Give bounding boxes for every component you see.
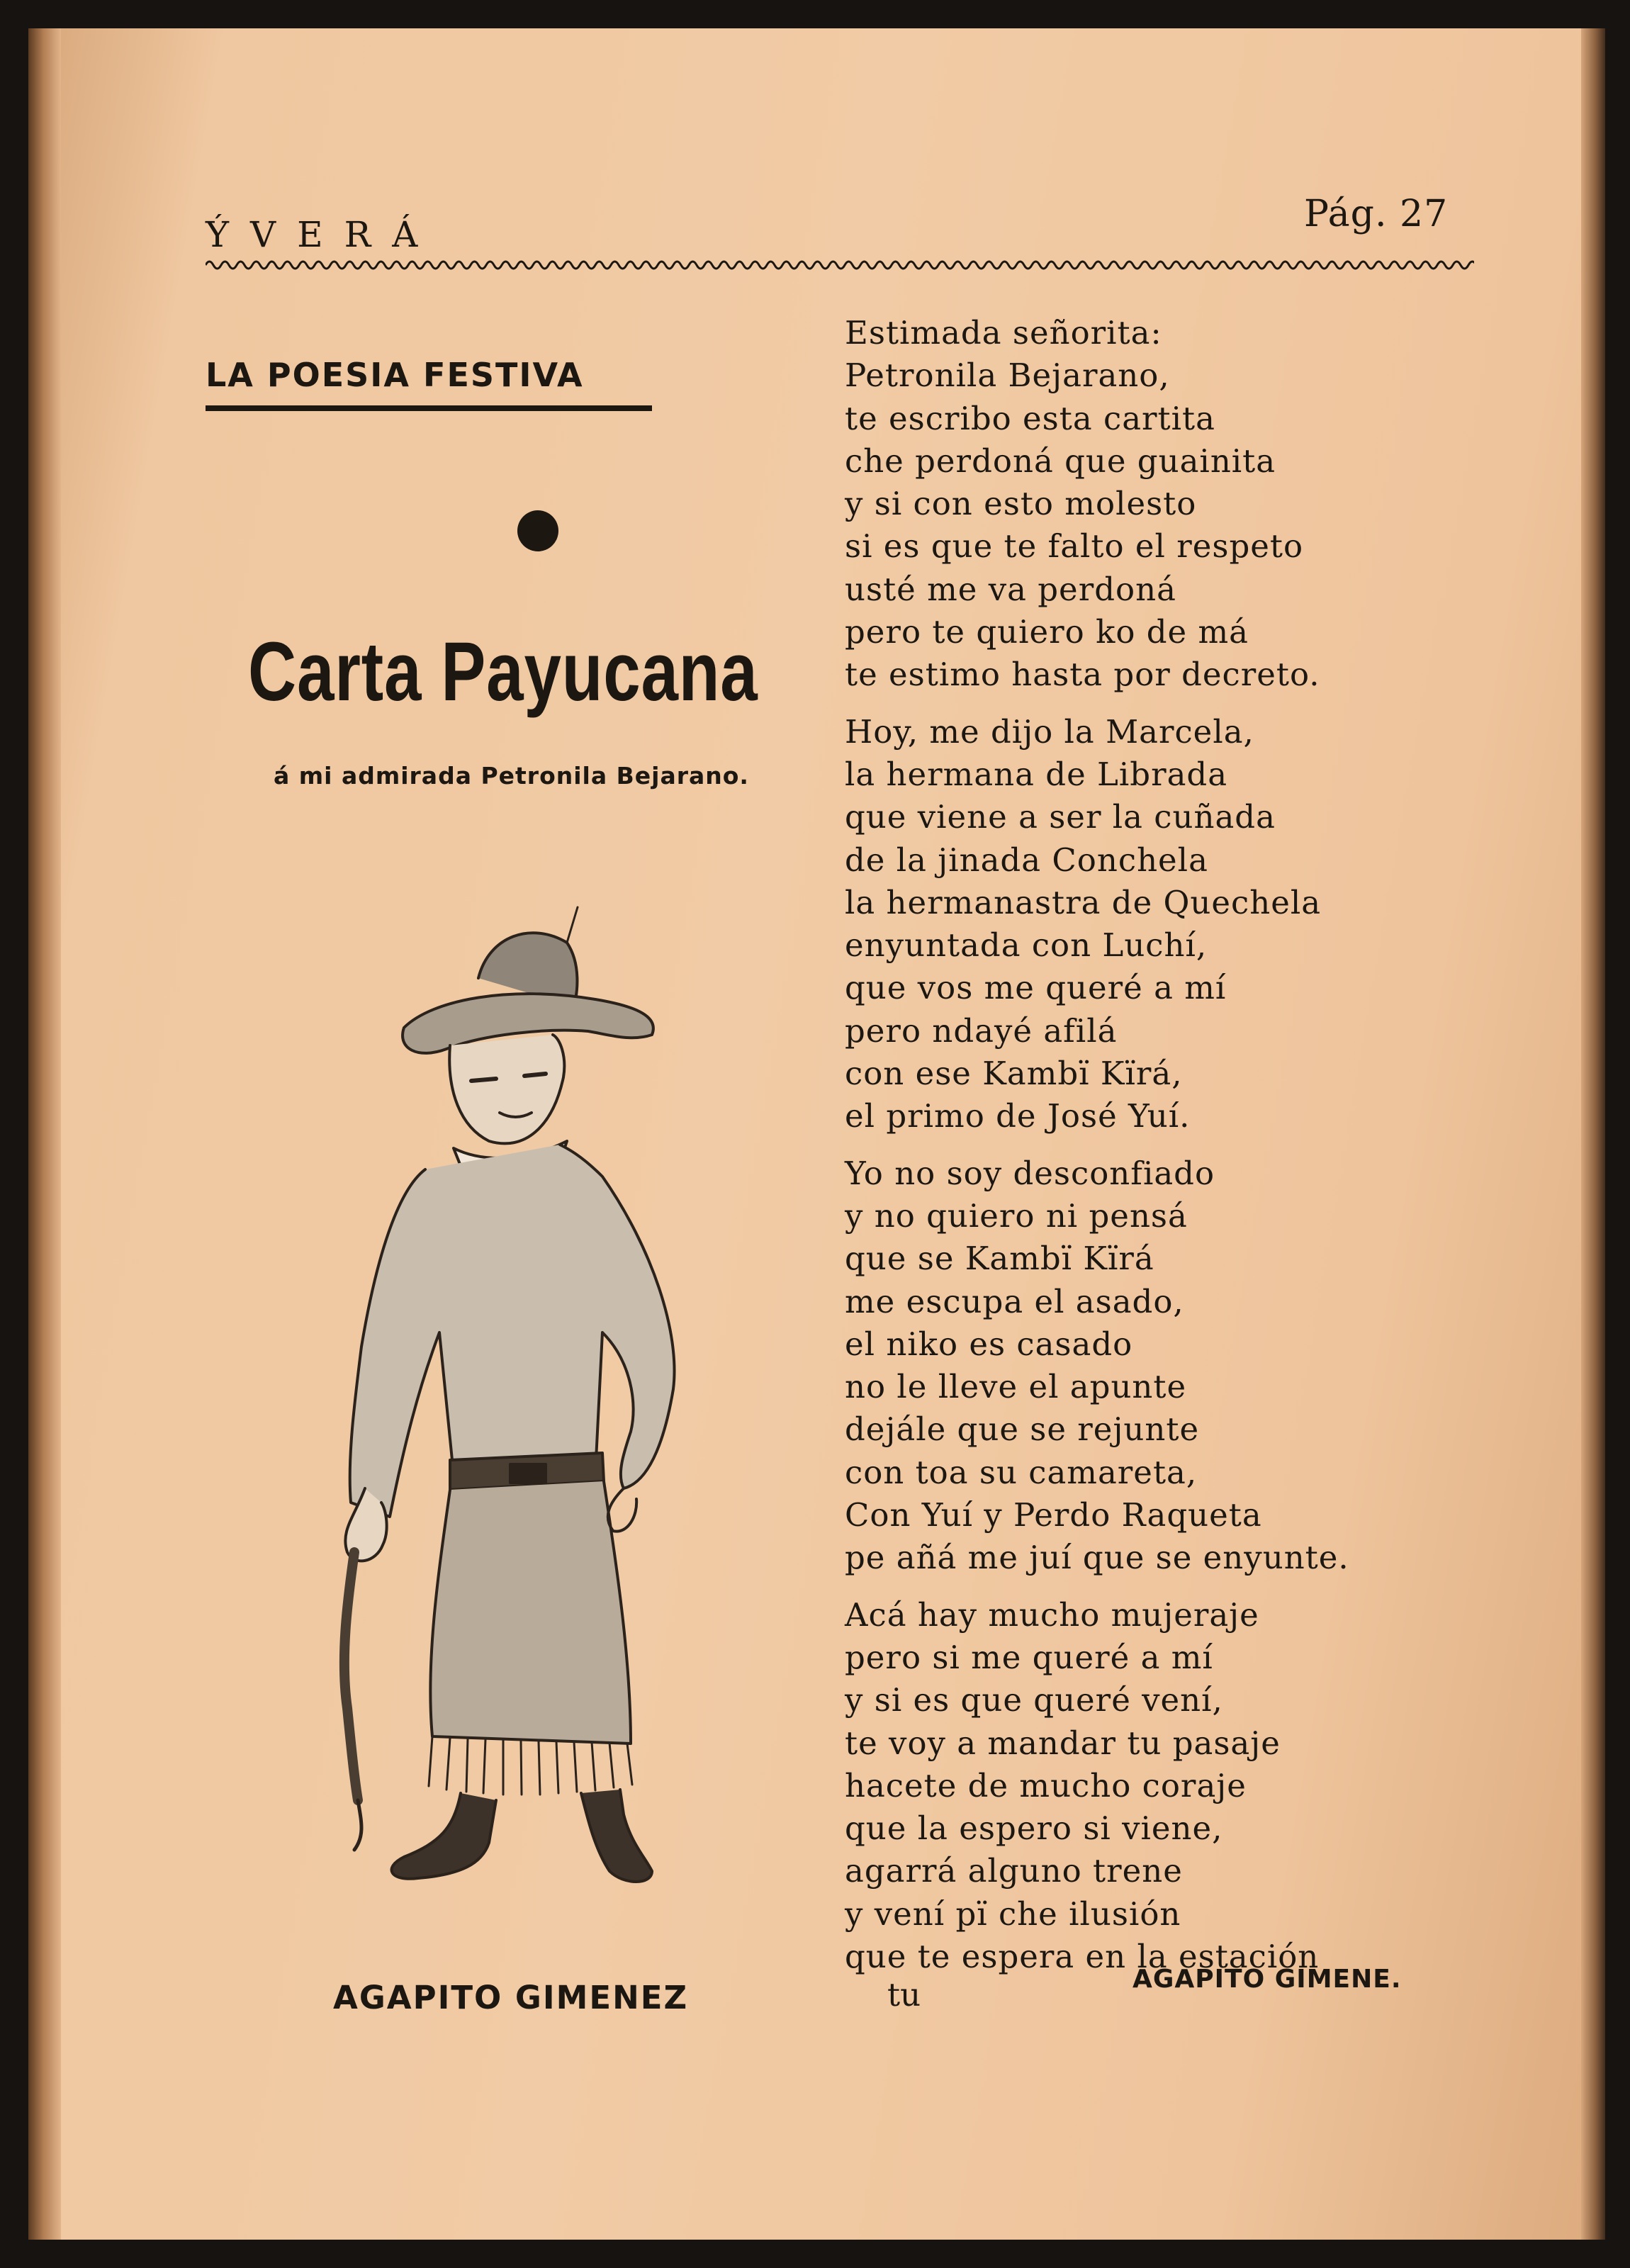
poem-line: dejále que se rejunte [845,1410,1200,1449]
stanza [845,312,1553,697]
poem-line: pero te quiero ko de má [845,613,1249,651]
poem-line: Estimada señorita: [845,314,1162,352]
poem-line: que se Kambï Kïrá [845,1240,1154,1278]
page-binding-fold [28,28,61,2240]
magazine-page [28,28,1605,2240]
ornament-dot [517,510,558,551]
closing-word: tu [887,1976,921,2014]
poem-line: que te espera en la estación [845,1937,1320,1975]
poem-line: usté me va perdoná [845,570,1176,608]
poem-line: te escribo esta cartita [845,399,1215,437]
poem-line: agarrá alguno trene [845,1852,1183,1890]
poem-line: la hermanastra de Quechela [845,883,1322,921]
stanza [845,711,1553,1138]
poem-line: con toa su camareta, [845,1453,1198,1491]
poem-line: pero ndayé afilá [845,1011,1118,1050]
poem-line: enyuntada con Luchí, [845,926,1208,965]
poem-line: Acá hay mucho mujeraje [845,1595,1259,1634]
poem-title: Carta Payucana [248,625,758,719]
poem-line: y si es que queré vení, [845,1681,1223,1719]
poem-line: hacete de mucho coraje [845,1766,1247,1804]
stanza [845,1152,1553,1580]
poem-line: no le lleve el apunte [845,1368,1187,1406]
section-title-underline [206,405,652,411]
poem-line: el niko es casado [845,1325,1133,1363]
header-wavy-rule [206,257,1474,274]
poem-line: pero si me queré a mí [845,1638,1213,1676]
author-name: AGAPITO GIMENEZ [333,1979,689,2016]
poem-line: Yo no soy desconfiado [845,1154,1215,1192]
stanza [845,1594,1553,1979]
poem-line: pe añá me juí que se enyunte. [845,1539,1349,1577]
poem-line: si es que te falto el respeto [845,527,1304,566]
poem-line: Hoy, me dijo la Marcela, [845,712,1254,751]
section-title: LA POESIA FESTIVA [206,356,584,394]
closing-signature: AGAPITO GIMENE. [1132,1965,1402,1994]
poem-line: de la jinada Conchela [845,841,1208,879]
poem-line: te voy a mandar tu pasaje [845,1724,1281,1762]
page-number: Pág. 27 [1304,193,1449,235]
poem-line: y si con esto molesto [845,485,1197,523]
poem-line: y vení pï che ilusión [845,1894,1181,1933]
poem-line: che perdoná que guainita [845,442,1276,480]
poem-line: la hermana de Librada [845,755,1228,793]
poem-line: me escupa el asado, [845,1282,1184,1320]
gaucho-illustration [298,893,822,1956]
poem-line: que vos me queré a mí [845,969,1227,1007]
poem-line: y no quiero ni pensá [845,1196,1188,1235]
poem-line: te estimo hasta por decreto. [845,656,1320,694]
page-edge [1581,28,1605,2240]
poem-line: Con Yuí y Perdo Raqueta [845,1496,1262,1534]
poem-dedication: á mi admirada Petronila Bejarano. [274,762,749,790]
poem-line: que viene a ser la cuñada [845,798,1276,836]
poem-line: Petronila Bejarano, [845,357,1170,395]
poem-line: con ese Kambï Kïrá, [845,1055,1183,1093]
poem-line: el primo de José Yuí. [845,1097,1191,1135]
poem-line: que la espero si viene, [845,1809,1223,1848]
magazine-name: ÝVERÁ [206,214,439,255]
poem-closing [887,1965,1553,2019]
poem-text [845,312,1553,1992]
